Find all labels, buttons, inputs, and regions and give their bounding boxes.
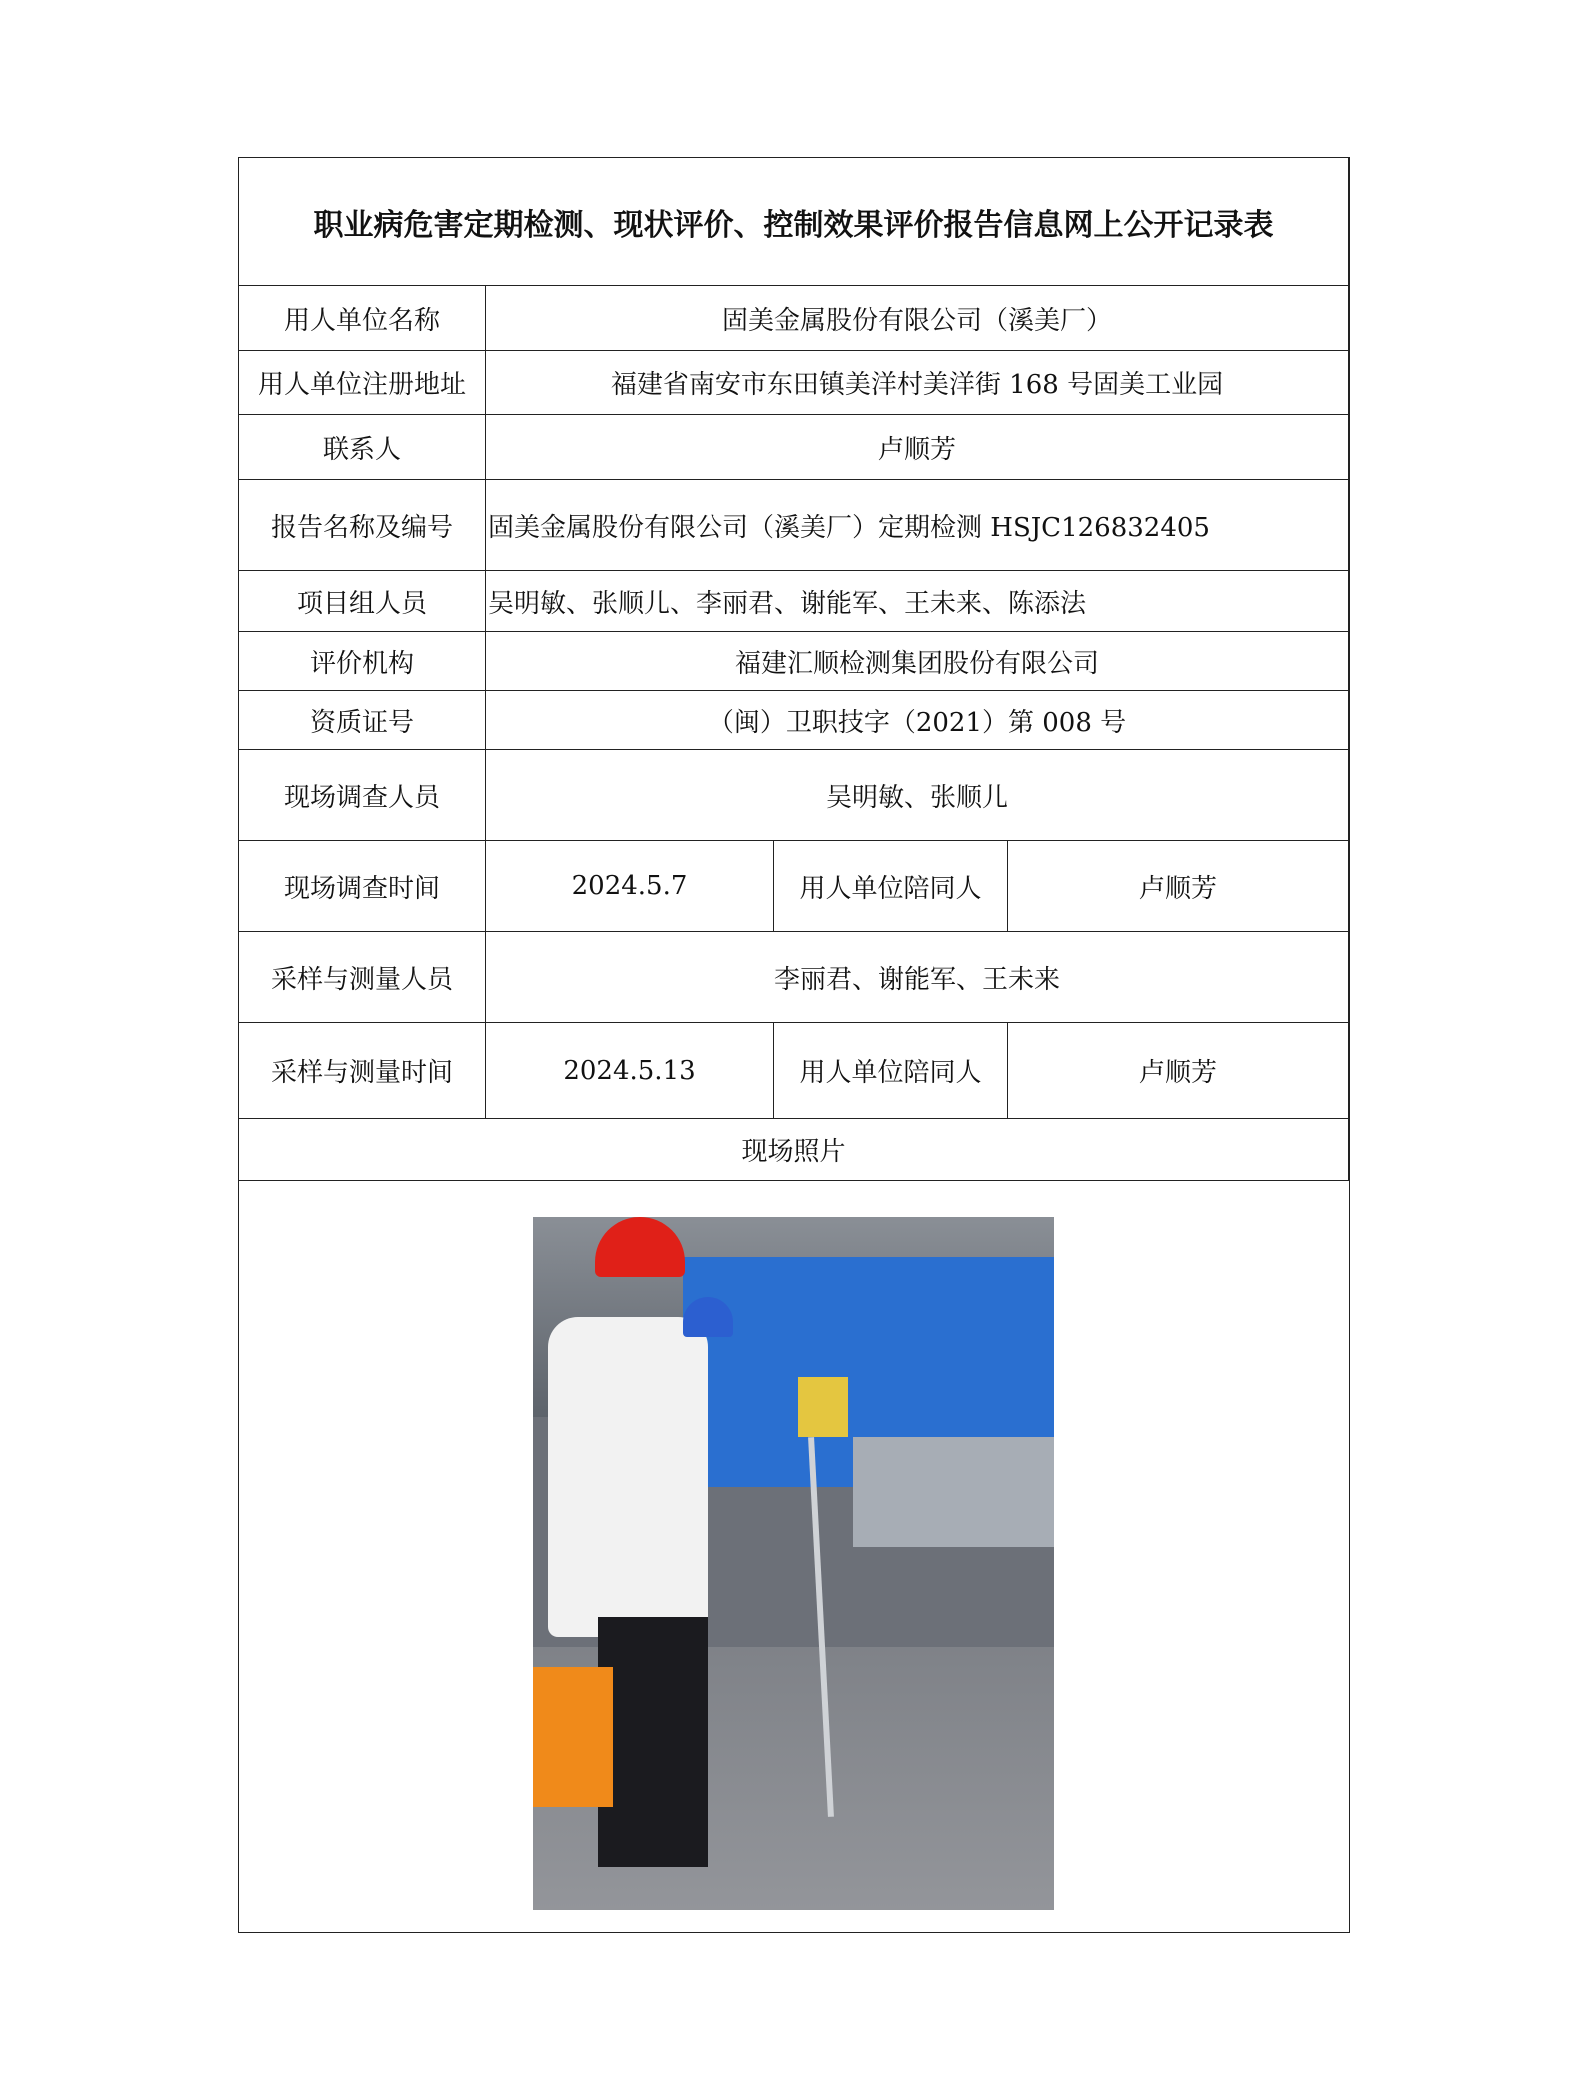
value-team: 吴明敏、张顺儿、李丽君、谢能军、王未来、陈添法	[486, 571, 1349, 632]
value-survey-date: 2024.5.7	[486, 841, 774, 932]
label-employer-name: 用人单位名称	[239, 286, 486, 351]
label-survey-date: 现场调查时间	[239, 841, 486, 932]
value-contact: 卢顺芳	[486, 415, 1349, 480]
label-team: 项目组人员	[239, 571, 486, 632]
value-report: 固美金属股份有限公司（溪美厂）定期检测 HSJC126832405	[486, 480, 1349, 571]
label-sampling-escort: 用人单位陪同人	[774, 1023, 1008, 1119]
label-report: 报告名称及编号	[239, 480, 486, 571]
site-photo	[533, 1217, 1054, 1910]
value-sampling-escort: 卢顺芳	[1008, 1023, 1349, 1119]
value-employer-name: 固美金属股份有限公司（溪美厂）	[486, 286, 1349, 351]
value-survey-escort: 卢顺芳	[1008, 841, 1349, 932]
label-agency: 评价机构	[239, 632, 486, 691]
label-sampling-staff: 采样与测量人员	[239, 932, 486, 1023]
label-contact: 联系人	[239, 415, 486, 480]
value-sampling-date: 2024.5.13	[486, 1023, 774, 1119]
label-survey-staff: 现场调查人员	[239, 750, 486, 841]
label-sampling-date: 采样与测量时间	[239, 1023, 486, 1119]
value-sampling-staff: 李丽君、谢能军、王未来	[486, 932, 1349, 1023]
value-survey-staff: 吴明敏、张顺儿	[486, 750, 1349, 841]
value-certificate: （闽）卫职技字（2021）第 008 号	[486, 691, 1349, 750]
value-agency: 福建汇顺检测集团股份有限公司	[486, 632, 1349, 691]
photo-heading: 现场照片	[239, 1119, 1349, 1181]
label-survey-escort: 用人单位陪同人	[774, 841, 1008, 932]
value-address: 福建省南安市东田镇美洋村美洋街 168 号固美工业园	[486, 351, 1349, 415]
label-address: 用人单位注册地址	[239, 351, 486, 415]
label-certificate: 资质证号	[239, 691, 486, 750]
table-title: 职业病危害定期检测、现状评价、控制效果评价报告信息网上公开记录表	[239, 158, 1349, 286]
